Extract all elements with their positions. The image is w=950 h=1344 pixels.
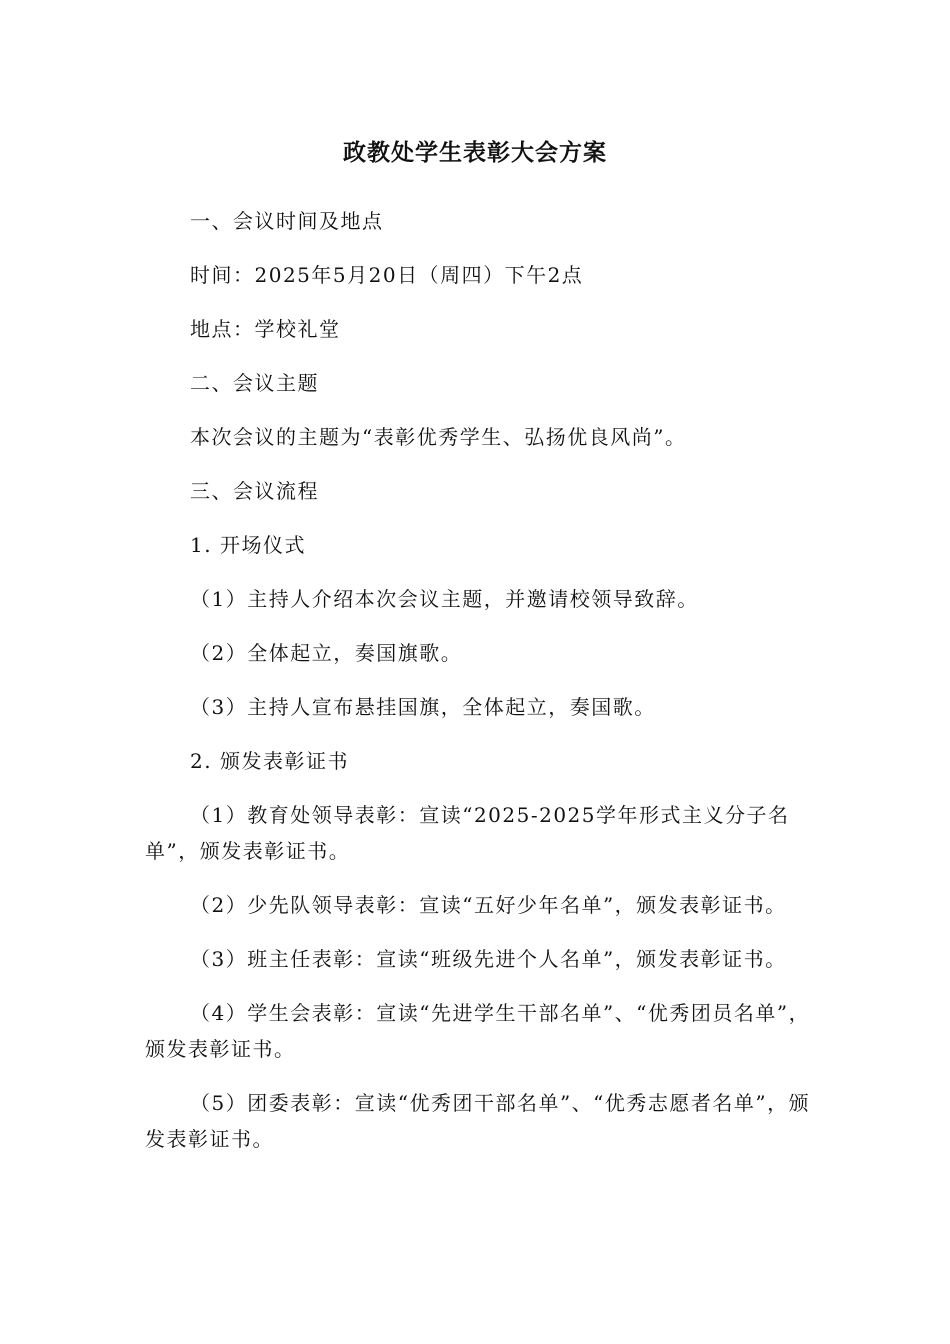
paragraph-time: 时间：2025年5月20日（周四）下午2点 xyxy=(190,263,584,287)
subheading-opening: 1. 开场仪式 xyxy=(190,533,306,557)
document-title: 政教处学生表彰大会方案 xyxy=(343,140,607,166)
list-item: （3）班主任表彰：宣读“班级先进个人名单”，颁发表彰证书。 xyxy=(190,947,787,971)
list-item: （5）团委表彰：宣读“优秀团干部名单”、“优秀志愿者名单”，颁发表彰证书。 xyxy=(145,1091,811,1151)
list-item: （2）少先队领导表彰：宣读“五好少年名单”，颁发表彰证书。 xyxy=(190,893,787,917)
section-heading-theme: 二、会议主题 xyxy=(190,371,319,395)
list-item: （1）教育处领导表彰：宣读“2025-2025学年形式主义分子名单”，颁发表彰证书。 xyxy=(145,803,790,863)
list-item: （4）学生会表彰：宣读“先进学生干部名单”、“优秀团员名单”，颁发表彰证书。 xyxy=(145,1001,811,1061)
paragraph-theme: 本次会议的主题为“表彰优秀学生、弘扬优良风尚”。 xyxy=(190,425,687,449)
list-item: （3）主持人宣布悬挂国旗，全体起立，奏国歌。 xyxy=(190,695,656,719)
list-item: （2）全体起立，奏国旗歌。 xyxy=(190,641,463,665)
section-heading-process: 三、会议流程 xyxy=(190,479,319,503)
subheading-certificates: 2. 颁发表彰证书 xyxy=(190,749,349,773)
section-heading-time-location: 一、会议时间及地点 xyxy=(190,209,384,233)
document-body xyxy=(145,203,825,1175)
paragraph-location: 地点：学校礼堂 xyxy=(190,317,341,341)
list-item: （1）主持人介绍本次会议主题，并邀请校领导致辞。 xyxy=(190,587,699,611)
